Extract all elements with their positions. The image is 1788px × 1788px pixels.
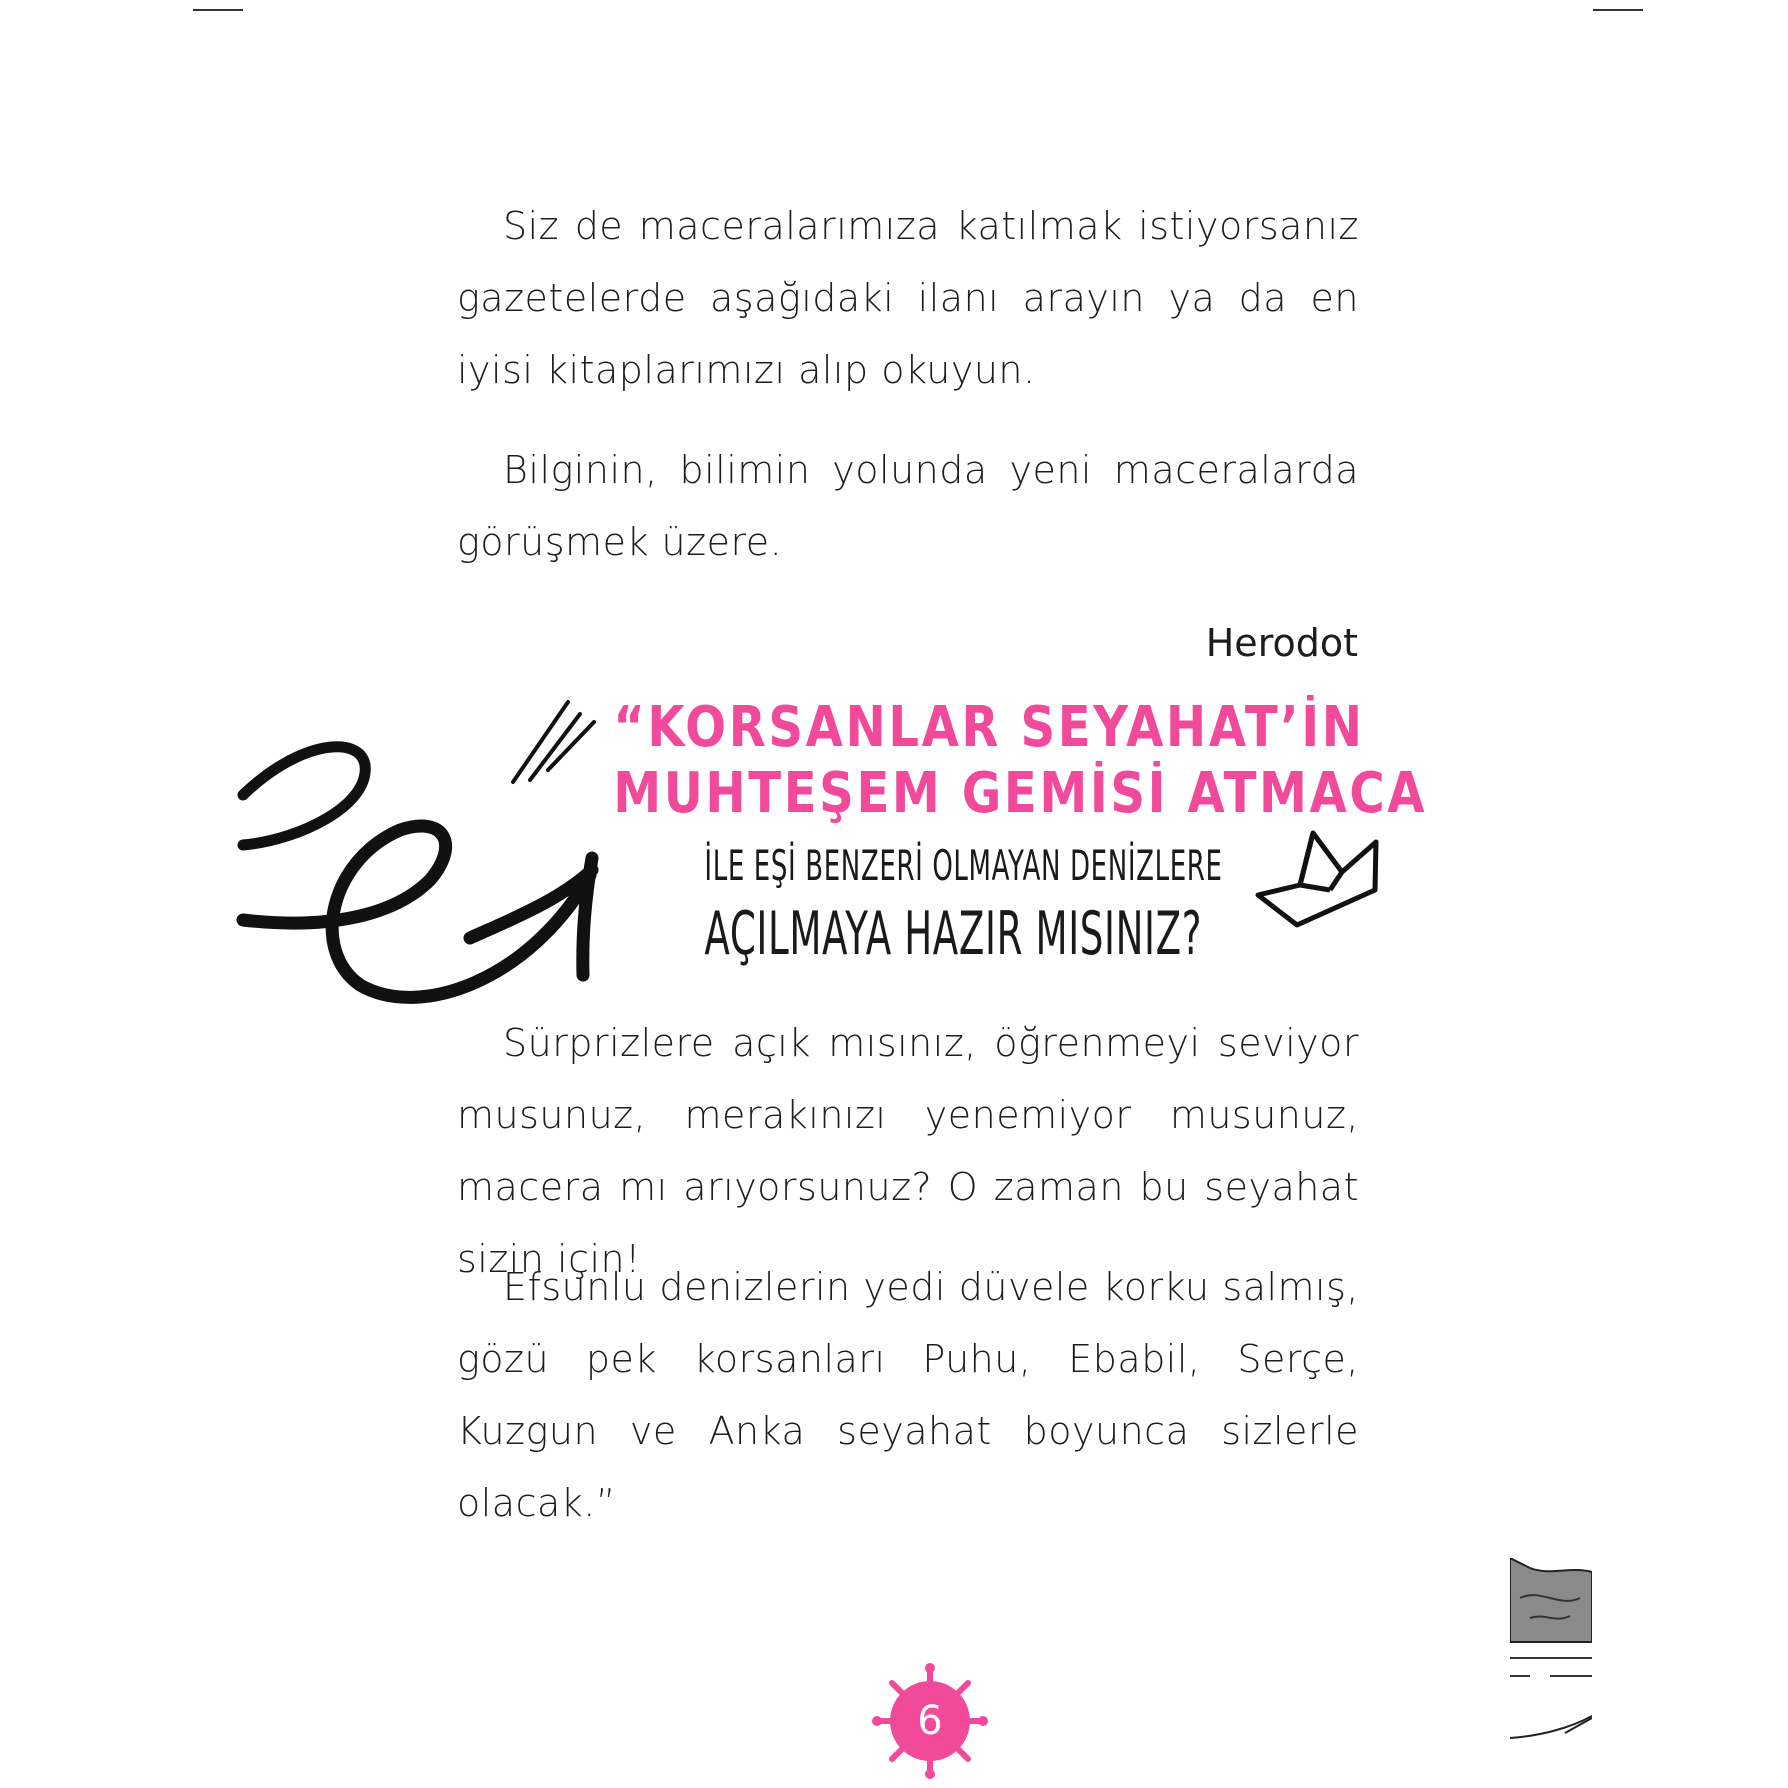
paragraph-join-adventures — [457, 190, 1359, 406]
paragraph-text: Siz de maceralarımıza katılmak istiyorsanız gazetelerde aşağıdaki ilanı arayın ya da en iyisi kitaplarımızı alıp okuyun. — [457, 204, 1359, 392]
paragraph-text: Efsunlu denizlerin yedi düvele korku salmış, gözü pek korsanları Puhu, Ebabil, Serçe, Kuzgun ve Anka seyahat boyunca sizlerle olacak.” — [457, 1265, 1359, 1525]
paragraph-text: Sürprizlere açık mısınız, öğrenmeyi seviyor musunuz, merakınızı yenemiyor musunuz, macera mı arıyorsunuz? O zaman bu seyahat sizin için! — [457, 1021, 1359, 1281]
paragraph-pirates — [457, 1251, 1359, 1539]
crop-mark-left — [193, 9, 243, 11]
signature: Herodot — [1205, 621, 1358, 665]
headline-banner — [560, 695, 1428, 969]
paragraph-text: Bilginin, bilimin yolunda yeni maceralarda görüşmek üzere. — [457, 448, 1359, 564]
edge-illustration — [1510, 1558, 1592, 1788]
page-number: 6 — [917, 1698, 943, 1744]
headline-dark-line-2: AÇILMAYA HAZIR MISINIZ? — [704, 899, 1203, 969]
headline-pink-line-1: “KORSANLAR SEYAHAT’İN — [613, 695, 1365, 760]
crop-mark-right — [1593, 9, 1643, 11]
headline-pink-line-2: MUHTEŞEM GEMİSİ ATMACA — [613, 761, 1428, 826]
page-number-badge — [872, 1663, 988, 1779]
headline-dark-line-1: İLE EŞİ BENZERİ OLMAYAN DENİZLERE — [704, 841, 1223, 890]
paragraph-farewell — [457, 434, 1359, 578]
swirl-arrow-icon — [243, 747, 592, 998]
